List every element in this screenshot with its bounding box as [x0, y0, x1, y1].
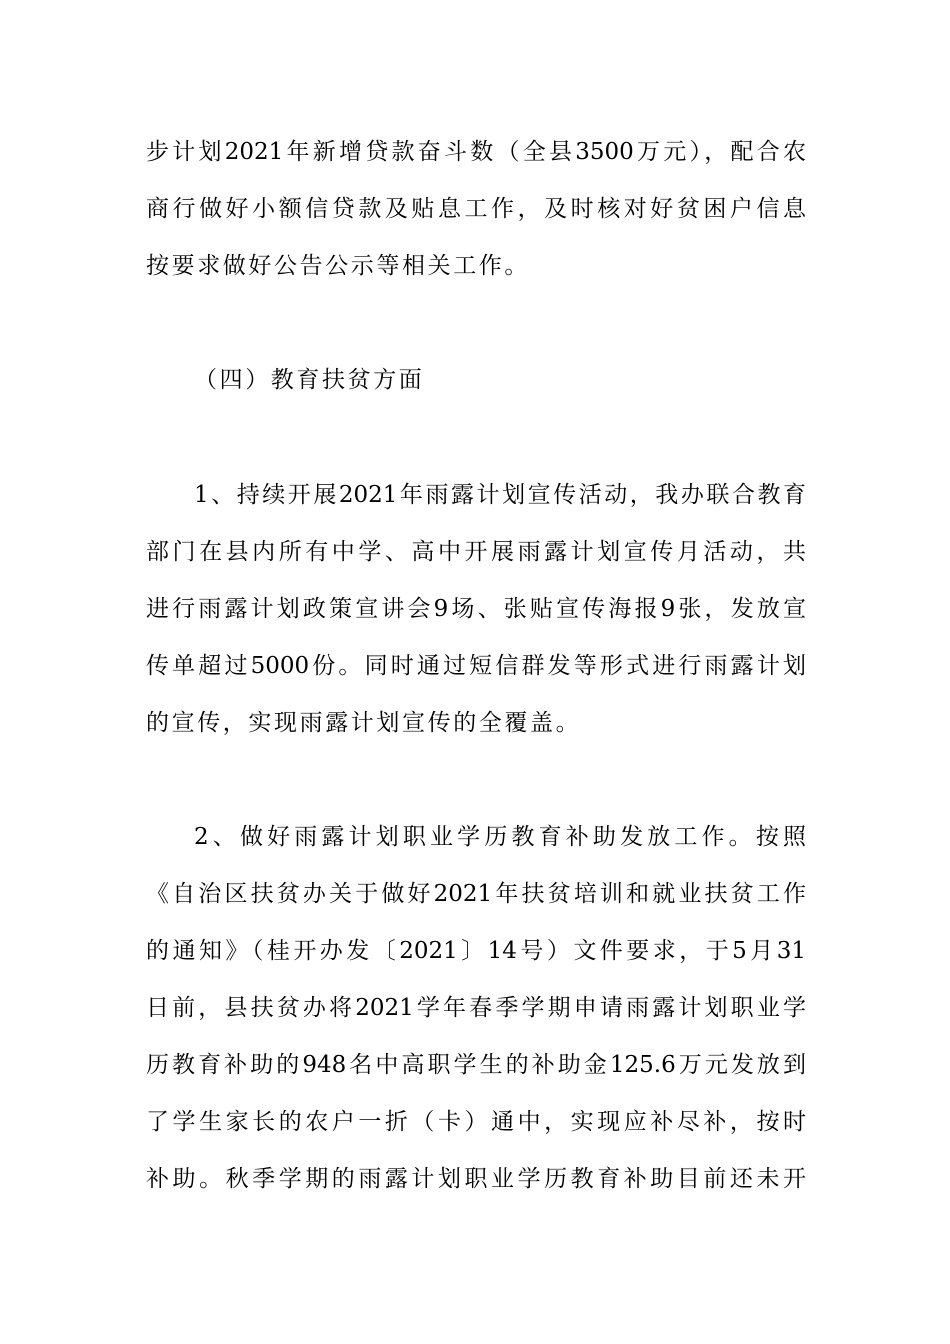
- section-heading-text: （四）教育扶贫方面: [194, 367, 425, 393]
- paragraph-intro: [146, 124, 806, 295]
- text-line: 历教育补助的948名中高职学生的补助金125.6万元发放到: [146, 1052, 806, 1078]
- text-line: 的宣传，实现雨露计划宣传的全覆盖。: [146, 710, 582, 736]
- text-line: 传单超过5000份。同时通过短信群发等形式进行雨露计划: [146, 653, 806, 679]
- section-heading: [146, 352, 806, 409]
- text-line: 的通知》（桂开办发〔2021〕14号）文件要求，于5月31: [146, 938, 806, 964]
- paragraph-2: [146, 809, 806, 1208]
- text-line: 了学生家长的农户一折（卡）通中，实现应补尽补，按时: [146, 1109, 806, 1135]
- text-line: 进行雨露计划政策宣讲会9场、张贴宣传海报9张，发放宣: [146, 596, 806, 622]
- text-line: 补助。秋季学期的雨露计划职业学历教育补助目前还未开: [146, 1166, 806, 1192]
- text-line: 按要求做好公告公示等相关工作。: [146, 253, 530, 279]
- paragraph-1: [146, 467, 806, 752]
- text-line: 部门在县内所有中学、高中开展雨露计划宣传月活动，共: [146, 539, 806, 565]
- text-line: 商行做好小额信贷款及贴息工作，及时核对好贫困户信息: [146, 196, 806, 222]
- text-line: 《自治区扶贫办关于做好2021年扶贫培训和就业扶贫工作: [146, 881, 806, 907]
- text-line: 1、持续开展2021年雨露计划宣传活动，我办联合教育: [194, 482, 806, 508]
- text-line: 日前，县扶贫办将2021学年春季学期申请雨露计划职业学: [146, 995, 806, 1021]
- text-line: 步计划2021年新增贷款奋斗数（全县3500万元），配合农: [146, 139, 806, 165]
- text-line: 2、做好雨露计划职业学历教育补助发放工作。按照: [194, 824, 806, 850]
